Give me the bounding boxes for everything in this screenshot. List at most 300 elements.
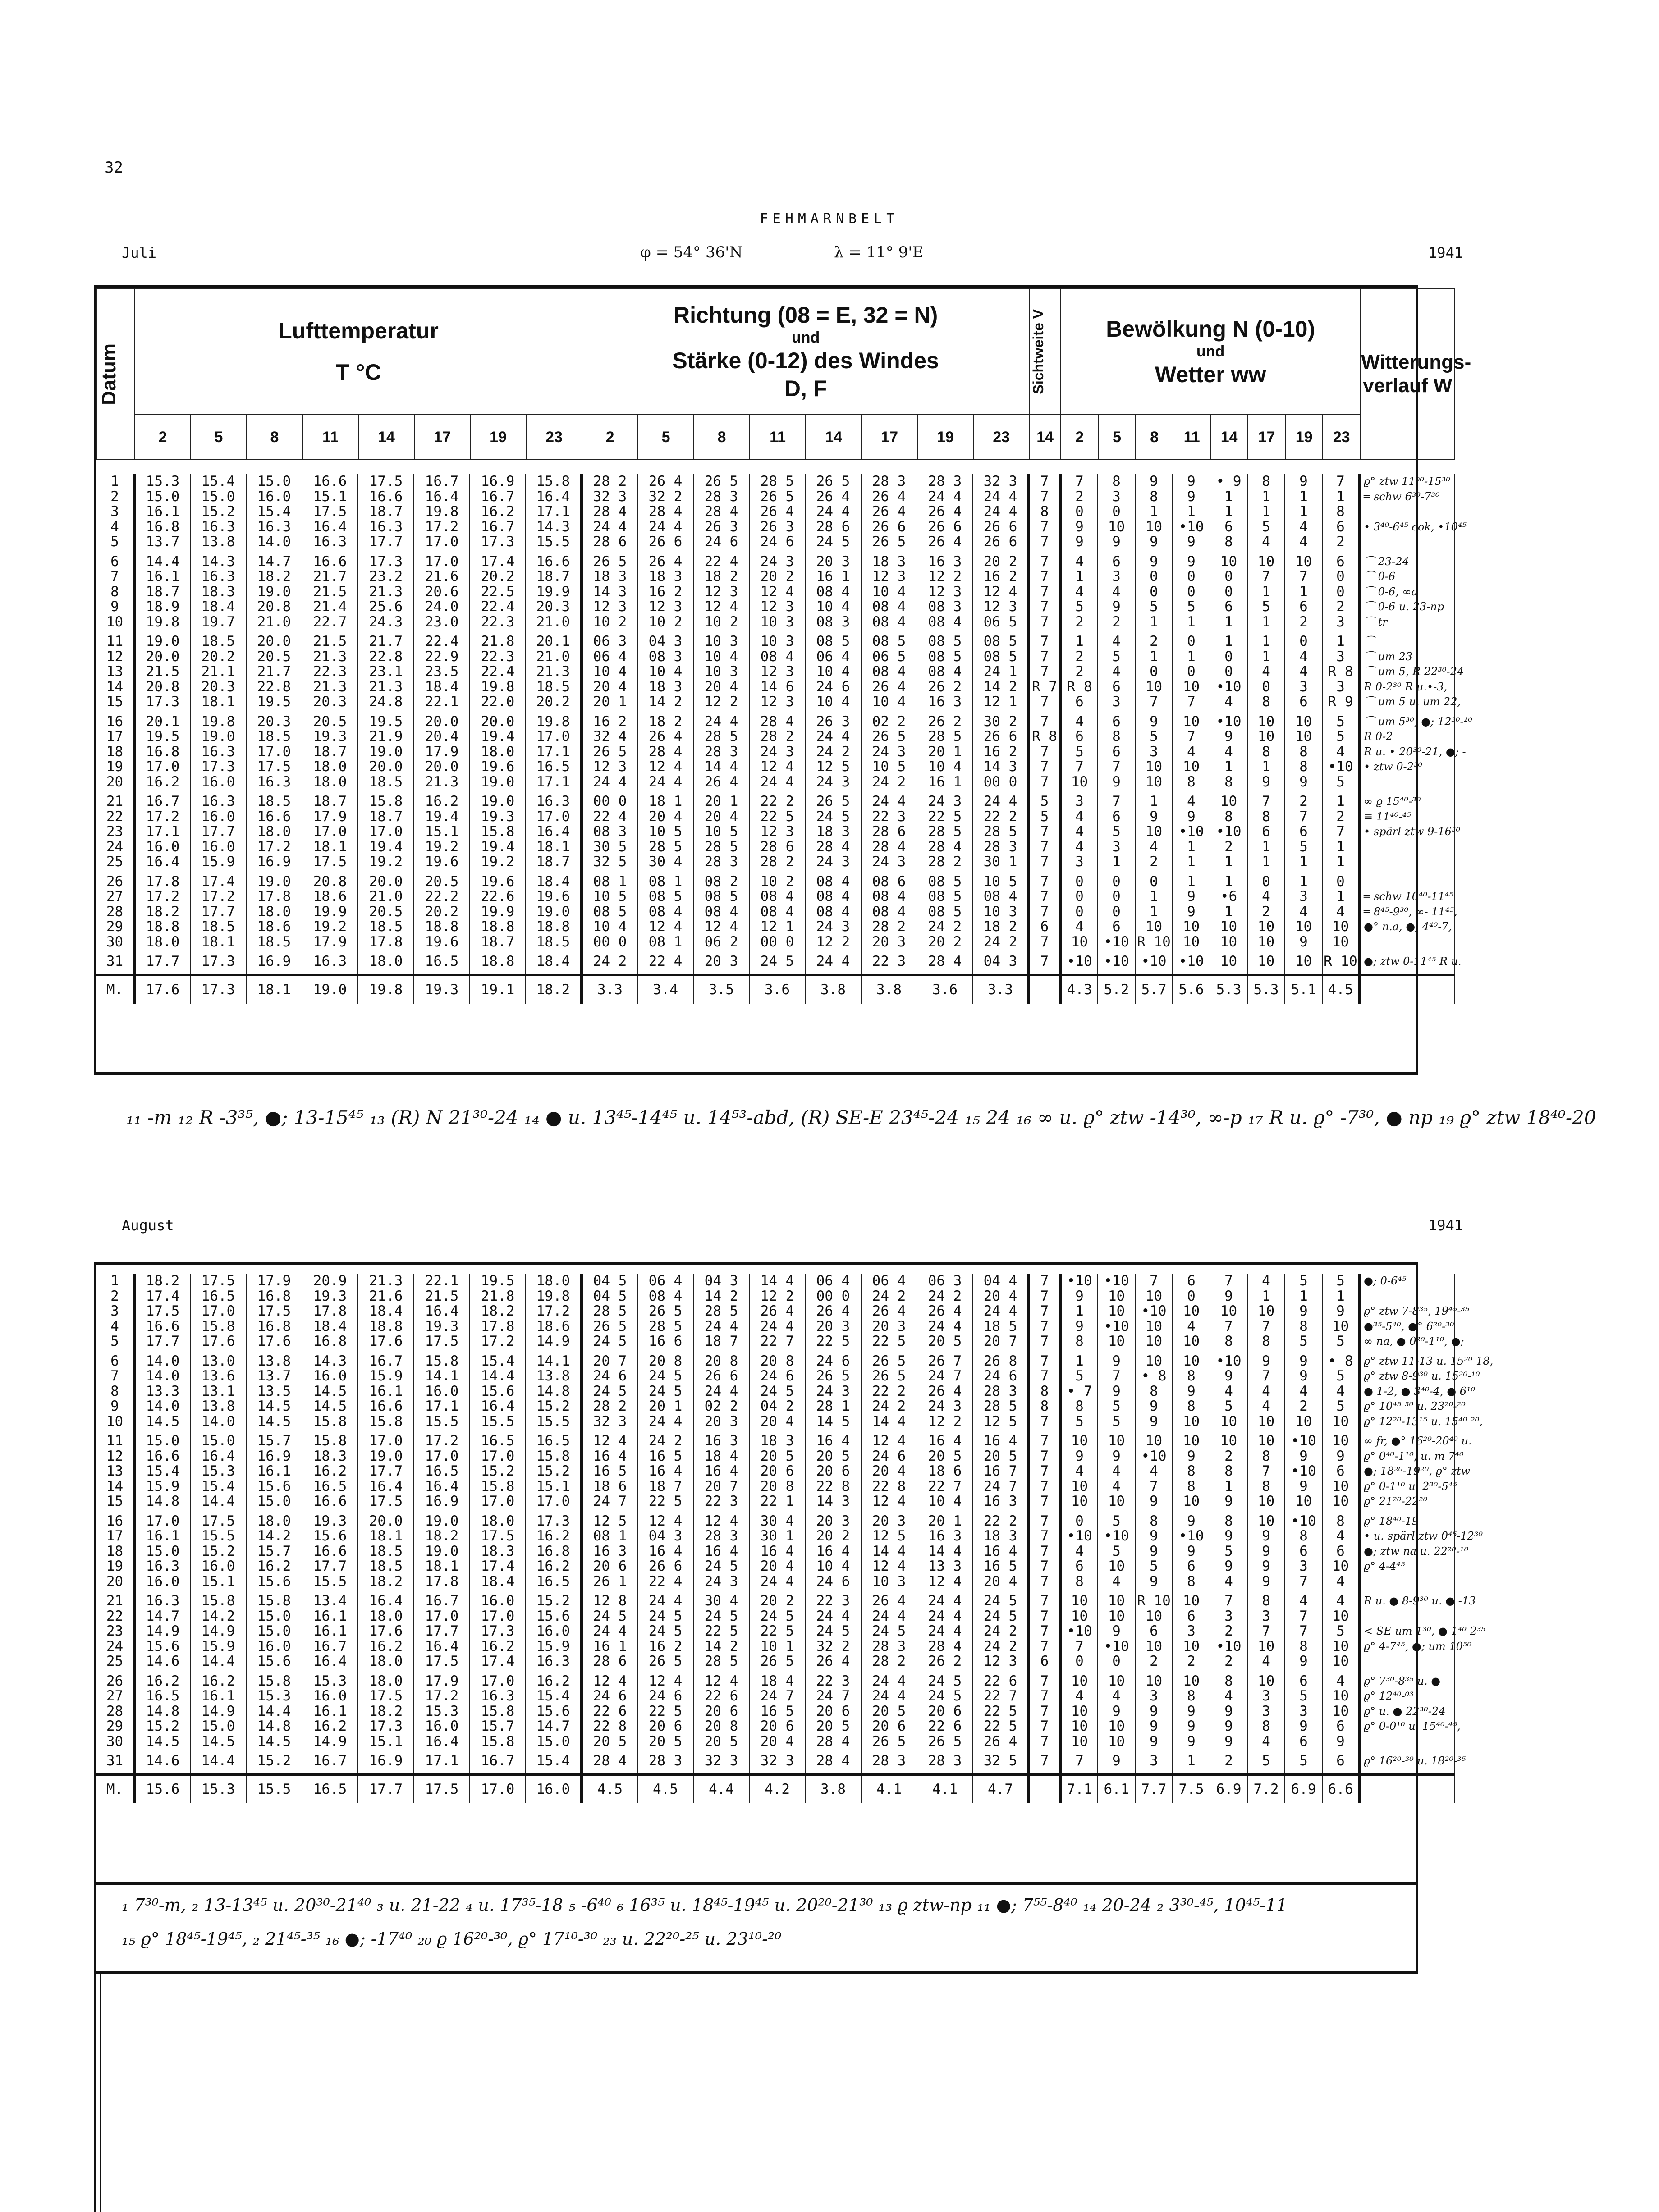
cloud-cell: •10 9 4 5 10 — [1210, 1354, 1247, 1434]
day-numbers: 1 2 3 4 5 — [96, 1274, 134, 1354]
cloud-cell: 6 0 0 2 3 — [1322, 554, 1360, 635]
day-group-row — [96, 1274, 1454, 1354]
wind-cell: 26 5 18 3 14 3 12 3 10 2 — [582, 554, 637, 635]
cloud-cell: 9 9 4 2 10 — [1285, 1354, 1322, 1434]
temperature-cell: 16.2 15.4 15.6 14.7 15.0 — [526, 1674, 582, 1754]
header-visibility: Sichtweite V — [1029, 288, 1061, 415]
wind-cell: 26 7 24 7 26 4 24 3 12 2 — [917, 1354, 973, 1434]
cloud-cell: 10 •10 4 7 9 — [1135, 1434, 1173, 1514]
temperature-cell: 22.4 22.9 23.5 18.4 22.1 — [414, 634, 470, 714]
temperature-cell: 18.8 — [470, 954, 526, 975]
mean-cloud: 4.3 — [1060, 975, 1098, 1004]
cloud-cell: 10 8 7 8 10 — [1247, 1434, 1285, 1514]
hour-cell: 5 — [191, 415, 247, 460]
wind-cell: 28 3 — [637, 1754, 693, 1774]
temperature-cell: 18.0 17.5 18.3 17.4 18.4 — [470, 1514, 526, 1594]
mean-wind: 4.1 — [917, 1774, 973, 1803]
day-group-row — [96, 1674, 1454, 1754]
wind-cell: 16 3 18 4 16 4 20 7 22 3 — [693, 1434, 749, 1514]
day-numbers: 16 17 18 19 20 — [96, 1514, 134, 1594]
temperature-cell: 21.3 21.6 18.4 18.8 17.6 — [358, 1274, 414, 1354]
cloud-cell: 6 8 6 7 9 — [1098, 714, 1135, 795]
wind-cell: 28 3 — [917, 1754, 973, 1774]
wind-cell: 22 6 22 7 22 5 22 5 26 4 — [973, 1674, 1029, 1754]
wind-cell: 10 3 10 4 10 3 20 4 12 2 — [693, 634, 749, 714]
cloud-cell: 10 4 10 10 10 — [1060, 1674, 1098, 1754]
wind-cell: 24 2 — [582, 954, 637, 975]
day-group-row — [96, 954, 1454, 975]
mean-cloud: 7.7 — [1135, 1774, 1173, 1803]
mean-wind: 4.1 — [861, 1774, 917, 1803]
july-notes: ₁₁ -m ₁₂ R -3³⁵, ●; 13-15⁴⁵ ₁₃ (R) N 21³⁰-24 ₁₄ ● u. 13⁴⁵-14⁴⁵ u. 14⁵³-abd, (R) SE-E 23⁴⁵-24 ₁₅ 24 ₁₆ ∞ u. ϱ° ztw -14³⁰, ∞-p ₁₇ R u. ϱ° -7³⁰, ● np ₁₉ ϱ° ztw 18⁴⁰-20 — [126, 1106, 1596, 1129]
temperature-cell: 16.3 16.0 17.7 16.0 15.9 — [190, 794, 246, 874]
wind-cell: 06 4 08 4 26 5 28 5 16 6 — [637, 1274, 693, 1354]
temperature-cell: 16.3 17.0 16.4 18.1 18.7 — [526, 794, 582, 874]
wind-cell: 22 3 — [861, 954, 917, 975]
temperature-cell: 17.8 17.2 18.2 18.8 18.0 — [134, 874, 190, 955]
day-numbers: 21 22 23 24 25 — [96, 1594, 134, 1674]
mean-wind: 4.5 — [637, 1774, 693, 1803]
wind-cell: 24 3 20 2 12 4 12 3 10 3 — [749, 554, 805, 635]
cloud-cell: 4 6 5 7 10 — [1060, 714, 1098, 795]
cloud-cell: 8 3 7 10 4 — [1247, 1594, 1285, 1674]
wind-cell: 26 5 26 5 22 2 24 2 14 4 — [861, 1354, 917, 1434]
temperature-cell: 14.4 — [190, 1754, 246, 1774]
cloud-cell: 6 5 3 9 6 — [1285, 1674, 1322, 1754]
cloud-cell: 7 6 5 3 1 — [1098, 794, 1135, 874]
cloud-cell: 8 4 6 10 4 — [1322, 1514, 1360, 1594]
wind-cell: 30 4 24 5 22 5 14 2 28 5 — [693, 1594, 749, 1674]
temperature-cell: 20.5 19.3 18.7 18.0 18.0 — [302, 714, 358, 795]
wind-cell: 08 1 08 5 08 4 12 4 08 1 — [637, 874, 693, 955]
mean-wind: 4.7 — [973, 1774, 1029, 1803]
wind-cell: 18 4 24 7 16 5 20 6 20 4 — [749, 1674, 805, 1754]
day-group-row — [96, 1594, 1454, 1674]
wind-cell: 04 5 04 5 28 5 26 5 24 5 — [582, 1274, 637, 1354]
cloud-cell: •10 10 10 •10 10 — [1098, 1274, 1135, 1354]
cloud-cell: 9 0 0 5 1 — [1135, 554, 1173, 635]
station-name: FEHMARNBELT — [760, 211, 899, 227]
header-weather: Witterungs-verlauf W — [1360, 288, 1455, 460]
wind-cell: 20 8 24 5 24 5 20 1 24 4 — [637, 1354, 693, 1434]
month-label-august: August — [122, 1217, 174, 1234]
hour-cell: 2 — [135, 415, 191, 460]
temperature-cell: 19.5 21.9 19.0 20.0 18.5 — [358, 714, 414, 795]
wind-cell: 28 4 28 2 24 3 12 4 24 4 — [749, 714, 805, 795]
cloud-cell: 4 10 5 10 10 — [1322, 1594, 1360, 1674]
temperature-cell: 20.0 20.5 21.7 22.8 19.5 — [246, 634, 302, 714]
wind-cell: 12 4 24 6 22 5 20 6 20 5 — [637, 1674, 693, 1754]
wind-cell: 16 4 20 5 20 6 22 8 14 3 — [805, 1434, 861, 1514]
temperature-cell: 20.0 18.1 18.5 18.5 18.2 — [358, 1514, 414, 1594]
temperature-cell: 17.9 17.2 15.3 16.0 16.4 — [414, 1674, 470, 1754]
cloud-cell: 5 1 9 8 5 — [1285, 1274, 1322, 1354]
temperature-cell: 15.2 15.6 16.0 15.9 16.3 — [526, 1594, 582, 1674]
cloud-cell: R 10 10 6 10 2 — [1135, 1594, 1173, 1674]
august-notes-2: ₁₅ ϱ° 18⁴⁵-19⁴⁵, ₂ 21⁴⁵-³⁵ ₁₆ ●; -17⁴⁰ ₂₀ ϱ 16²⁰-³⁰, ϱ° 17¹⁰-³⁰ ₂₃ u. 22²⁰-²⁵ u. 23¹⁰-²⁰ — [122, 1929, 782, 1949]
mean-label: M. — [96, 1774, 134, 1803]
temperature-cell: 16.7 17.0 17.7 16.4 17.5 — [414, 1594, 470, 1674]
mean-cloud: 4.5 — [1322, 975, 1360, 1004]
day-group-row — [96, 474, 1454, 554]
cloud-cell: 1 1 4 0 8 — [1247, 634, 1285, 714]
cloud-cell: 6 — [1322, 1754, 1360, 1774]
hour-cell: 8 — [694, 415, 750, 460]
weather-course-cell: ●; 0-6⁴⁵ ϱ° ztw 7-8³⁵, 19⁴⁵-³⁵ ●³⁵-5⁴⁰, ●° 6²⁰-³⁰ ∞ na, ● 0²⁰-1¹⁰, ●; — [1360, 1274, 1454, 1354]
cloud-cell: 10 — [1210, 954, 1247, 975]
cloud-cell: 10 2 8 1 9 — [1210, 1434, 1247, 1514]
mean-cloud: 6.1 — [1098, 1774, 1135, 1803]
visibility-cell: 7 7 7 R 7 7 — [1029, 634, 1060, 714]
cloud-cell: 10 — [1285, 954, 1322, 975]
temperature-cell: 21.8 22.3 22.4 19.8 22.0 — [470, 634, 526, 714]
temperature-cell: 17.5 16.6 18.7 16.3 17.7 — [358, 474, 414, 554]
temperature-cell: 15.8 16.4 17.1 14.3 15.5 — [526, 474, 582, 554]
temperature-cell: 17.3 16.2 16.8 16.2 16.5 — [526, 1514, 582, 1594]
temperature-cell: 19.8 17.0 17.1 16.5 17.1 — [526, 714, 582, 795]
wind-cell: 04 3 08 3 10 4 18 3 14 2 — [637, 634, 693, 714]
mean-wind: 3.4 — [637, 975, 693, 1004]
wind-cell: 14 4 12 2 26 4 24 4 22 7 — [749, 1274, 805, 1354]
temperature-cell: 16.0 17.0 17.3 16.2 17.4 — [470, 1594, 526, 1674]
day-group-row — [96, 554, 1454, 635]
hour-cell: 11 — [750, 415, 806, 460]
cloud-cell: 4 9 •10 1 1 — [1173, 794, 1210, 874]
temperature-cell: 15.0 16.6 15.4 15.9 14.8 — [134, 1434, 190, 1514]
wind-cell: 12 4 22 6 20 6 20 8 20 5 — [693, 1674, 749, 1754]
wind-cell: 26 4 18 3 16 2 12 3 10 2 — [637, 554, 693, 635]
cloud-cell: 1 2 2 R 8 6 — [1060, 634, 1098, 714]
wind-cell: 10 3 08 4 12 3 14 6 12 3 — [749, 634, 805, 714]
page-number: 32 — [105, 159, 123, 177]
temperature-cell: 15.0 16.4 15.3 15.4 14.4 — [190, 1434, 246, 1514]
cloud-cell: 8 9 5 9 4 — [1210, 1514, 1247, 1594]
header-temperature: Lufttemperatur T °C — [135, 288, 582, 415]
wind-cell: 32 3 24 4 24 4 26 6 26 6 — [973, 474, 1029, 554]
temperature-cell: 15.8 18.7 17.0 19.4 19.2 — [358, 794, 414, 874]
day-numbers: 1 2 3 4 5 — [96, 474, 134, 554]
hour-cell: 2 — [582, 415, 638, 460]
wind-cell: 06 3 24 2 26 4 24 4 20 5 — [917, 1274, 973, 1354]
cloud-cell: 5 •10 5 10 4 — [1098, 1514, 1135, 1594]
cloud-cell: 9 — [1098, 1754, 1135, 1774]
hour-cell: 17 — [862, 415, 917, 460]
mean-cloud: 5.7 — [1135, 975, 1173, 1004]
cloud-cell: 10 7 1 6 2 — [1285, 554, 1322, 635]
wind-cell: 20 8 26 6 24 4 02 2 20 3 — [693, 1354, 749, 1434]
wind-cell: 20 2 24 5 22 5 10 1 26 5 — [749, 1594, 805, 1674]
cloud-cell: 9 5 3 10 10 — [1135, 714, 1173, 795]
cloud-cell: • 9 1 1 6 8 — [1210, 474, 1247, 554]
temperature-cell: 18.7 17.9 17.0 18.1 17.5 — [302, 794, 358, 874]
weather-course-cell: ϱ° ztw 11⁰⁰-15³⁰ ═ schw 6³⁰-7³⁰ • 3⁴⁰-6⁴⁵ cok, •10⁴⁵ — [1360, 474, 1454, 554]
temperature-cell: 16.6 15.1 17.5 16.4 16.3 — [302, 474, 358, 554]
temperature-cell: 16.9 16.7 16.2 16.7 17.3 — [470, 474, 526, 554]
cloud-cell: 9 0 0 5 1 — [1173, 554, 1210, 635]
cloud-cell: 9 7 9 5 5 — [1098, 1354, 1135, 1434]
visibility-cell: 7 7 7 7 7 — [1029, 1274, 1060, 1354]
wind-cell: 20 1 20 4 10 5 28 5 28 3 — [693, 794, 749, 874]
hour-cell: 11 — [302, 415, 358, 460]
cloud-cell: 3 — [1135, 1754, 1173, 1774]
temperature-cell: 16.7 17.2 17.1 16.0 16.4 — [134, 794, 190, 874]
wind-cell: 08 5 06 5 08 4 26 4 10 4 — [861, 634, 917, 714]
day-group-row — [96, 794, 1454, 874]
mean-temperature: 17.0 — [470, 1774, 526, 1803]
cloud-cell: 10 7 4 10 8 — [1173, 714, 1210, 795]
visibility-cell: 7 7 7 7 7 — [1029, 1674, 1060, 1754]
cloud-cell: 9 8 1 10 9 — [1135, 474, 1173, 554]
visibility-cell: 7 7 7 7 7 — [1029, 1434, 1060, 1514]
cloud-cell: 0 4 4 3 6 — [1285, 634, 1322, 714]
cloud-cell: 1 — [1173, 1754, 1210, 1774]
wind-cell: 24 4 22 2 28 5 28 3 30 1 — [973, 794, 1029, 874]
cloud-cell: •10 8 6 3 7 — [1285, 1514, 1322, 1594]
cloud-cell: 10 — [1247, 954, 1285, 975]
wind-cell: 16 4 20 5 18 6 22 7 10 4 — [917, 1434, 973, 1514]
temperature-cell: 14.3 16.0 14.5 14.5 15.8 — [302, 1354, 358, 1434]
cloud-cell: 8 1 1 5 4 — [1247, 474, 1285, 554]
temperature-cell: 21.7 22.8 23.1 21.3 24.8 — [358, 634, 414, 714]
cloud-cell: 7 2 0 9 9 — [1060, 474, 1098, 554]
cloud-cell: 10 10 8 1 9 — [1247, 714, 1285, 795]
cloud-cell: 8 9 9 5 9 — [1135, 1514, 1173, 1594]
cloud-cell: 10 9 9 9 9 — [1247, 1514, 1285, 1594]
mean-visibility-empty — [1029, 975, 1060, 1004]
mean-cloud: 5.6 — [1173, 975, 1210, 1004]
temperature-cell: 16.5 17.0 15.2 15.8 17.0 — [470, 1434, 526, 1514]
cloud-cell: 0 0 0 6 •10 — [1098, 874, 1135, 955]
wind-cell: 22 4 18 2 12 3 12 4 10 2 — [693, 554, 749, 635]
temperature-cell: 17.4 17.2 17.7 18.5 18.1 — [190, 874, 246, 955]
cloud-cell: •10 — [1098, 954, 1135, 975]
temperature-cell: 15.4 15.0 15.2 16.3 13.8 — [190, 474, 246, 554]
hour-cell: 14 — [806, 415, 862, 460]
temperature-cell: 20.0 19.4 18.0 19.6 19.0 — [470, 714, 526, 795]
mean-label: M. — [96, 975, 134, 1004]
temperature-cell: 20.1 19.5 16.8 17.0 16.2 — [134, 714, 190, 795]
temperature-cell: 15.8 14.1 16.0 17.1 15.5 — [414, 1354, 470, 1434]
july-data-table — [96, 473, 1473, 1004]
august-data-table — [96, 1273, 1494, 1803]
visibility-cell: 7 — [1029, 1754, 1060, 1774]
weather-course-cell: ⌒ 23-24 ⌒ 0-6 ⌒ 0-6, ∞a ⌒ 0-6 u. 23-np ⌒ tr — [1360, 554, 1454, 635]
mean-temperature: 16.5 — [302, 1774, 358, 1803]
mean-cloud: 5.3 — [1247, 975, 1285, 1004]
wind-cell: 24 5 24 5 24 2 24 2 12 3 — [973, 1594, 1029, 1674]
mean-wind: 3.8 — [805, 975, 861, 1004]
day-group-row — [96, 1514, 1454, 1594]
wind-cell: 22 2 18 3 16 4 16 5 20 4 — [973, 1514, 1029, 1594]
longitude: λ = 11° 9'E — [834, 243, 924, 261]
cloud-cell: 10 3 3 8 4 — [1247, 1674, 1285, 1754]
mean-weather-empty — [1360, 975, 1454, 1004]
cloud-cell: 7 1 8 6 2 — [1322, 474, 1360, 554]
wind-cell: 08 2 08 5 08 4 12 4 06 2 — [693, 874, 749, 955]
cloud-cell: 2 — [1210, 1754, 1247, 1774]
cloud-cell: 10 9 8 8 10 — [1173, 1434, 1210, 1514]
temperature-cell: 17.0 16.3 15.8 15.7 15.8 — [470, 1674, 526, 1754]
cloud-cell: 7 8 6 1 1 — [1247, 794, 1285, 874]
wind-cell: 22 3 24 4 24 5 32 2 26 4 — [805, 1594, 861, 1674]
mean-temperature: 19.8 — [358, 975, 414, 1004]
cloud-cell: •10 9 1 9 8 — [1060, 1274, 1098, 1354]
mean-row — [96, 975, 1454, 1004]
cloud-cell: 0 1 0 10 7 — [1173, 634, 1210, 714]
wind-cell: 16 3 12 2 12 3 08 3 08 4 — [917, 554, 973, 635]
wind-cell: 12 4 16 4 16 5 18 6 24 7 — [582, 1434, 637, 1514]
temperature-cell: 16.5 15.8 15.2 15.1 17.0 — [526, 1434, 582, 1514]
temperature-cell: 18.2 17.4 17.5 16.6 17.7 — [134, 1274, 190, 1354]
cloud-cell: 4 1 10 7 8 — [1247, 1274, 1285, 1354]
wind-cell: 26 5 24 5 18 3 28 4 24 3 — [805, 794, 861, 874]
temperature-cell: 16.2 16.1 14.9 15.0 14.5 — [190, 1674, 246, 1754]
mean-visibility-empty — [1029, 1774, 1060, 1803]
visibility-cell: 7 7 7 7 7 — [1029, 1514, 1060, 1594]
cloud-cell: • 8 5 4 5 10 — [1322, 1354, 1360, 1434]
temperature-cell: 16.3 — [302, 954, 358, 975]
cloud-cell: 10 7 1 5 1 — [1247, 554, 1285, 635]
cloud-cell: R 10 — [1322, 954, 1360, 975]
wind-cell: 24 2 16 5 16 4 18 7 22 5 — [637, 1434, 693, 1514]
hour-cell: 14 — [1210, 415, 1248, 460]
mean-cloud: 5.3 — [1210, 975, 1247, 1004]
temperature-cell: 17.5 16.5 17.0 15.8 17.6 — [190, 1274, 246, 1354]
cloud-cell: 4 5 4 6 3 — [1098, 634, 1135, 714]
wind-cell: 06 4 24 2 26 4 20 3 22 5 — [861, 1274, 917, 1354]
cloud-cell: 10 9 6 10 10 — [1322, 1434, 1360, 1514]
wind-cell: 04 3 — [973, 954, 1029, 975]
temperature-cell: 18.0 — [358, 954, 414, 975]
wind-cell: 20 1 16 3 14 4 13 3 12 4 — [917, 1514, 973, 1594]
wind-cell: 24 6 26 5 24 3 28 1 14 5 — [805, 1354, 861, 1434]
cloud-cell: •10 — [1173, 954, 1210, 975]
wind-cell: 26 4 32 2 28 4 24 4 26 6 — [637, 474, 693, 554]
temperature-cell: 15.8 14.2 14.9 15.9 14.4 — [190, 1594, 246, 1674]
day-numbers: 31 — [96, 954, 134, 975]
wind-cell: 06 4 00 0 26 4 20 3 22 5 — [805, 1274, 861, 1354]
temperature-cell: 20.0 20.4 17.9 20.0 21.3 — [414, 714, 470, 795]
temperature-cell: 20.3 18.5 17.0 17.5 16.3 — [246, 714, 302, 795]
temperature-cell: 13.0 13.6 13.1 13.8 14.0 — [190, 1354, 246, 1434]
wind-cell: 26 3 24 4 24 2 12 5 24 3 — [805, 714, 861, 795]
july-header — [96, 288, 1471, 460]
wind-cell: 26 8 24 6 28 3 28 5 12 5 — [973, 1354, 1029, 1434]
wind-cell: 20 2 16 2 12 4 12 3 06 5 — [973, 554, 1029, 635]
wind-cell: 26 2 28 5 20 1 10 4 16 1 — [917, 714, 973, 795]
temperature-cell: 19.5 21.8 18.2 17.8 17.2 — [470, 1274, 526, 1354]
cloud-cell: 4 7 7 8 9 — [1285, 1594, 1322, 1674]
cloud-cell: 1 0 0 •10 4 — [1210, 634, 1247, 714]
wind-cell: 12 5 08 1 16 3 20 6 26 1 — [582, 1514, 637, 1594]
temperature-cell: 20.1 21.0 21.3 18.5 20.2 — [526, 634, 582, 714]
wind-cell: 18 3 20 5 20 6 20 8 22 1 — [749, 1434, 805, 1514]
wind-cell: 08 5 08 5 08 4 26 2 16 3 — [917, 634, 973, 714]
cloud-cell: 10 10 8 8 9 — [1285, 714, 1322, 795]
mean-temperature: 19.3 — [414, 975, 470, 1004]
temperature-cell: 17.0 21.6 20.6 24.0 23.0 — [414, 554, 470, 635]
wind-cell: 08 5 06 4 10 4 24 6 10 4 — [805, 634, 861, 714]
mean-cloud: 5.2 — [1098, 975, 1135, 1004]
wind-cell: 24 5 — [749, 954, 805, 975]
cloud-cell: 1 3 R 8 3 R 9 — [1322, 634, 1360, 714]
wind-cell: 08 6 08 4 08 4 28 2 20 3 — [861, 874, 917, 955]
cloud-cell: 10 • 8 8 9 9 — [1135, 1354, 1173, 1434]
visibility-cell: 5 5 7 7 7 — [1029, 794, 1060, 874]
mean-cloud: 7.5 — [1173, 1774, 1210, 1803]
wind-cell: 28 4 — [917, 954, 973, 975]
temperature-cell: 17.7 — [134, 954, 190, 975]
cloud-cell: 1 2 7 1 1 — [1322, 794, 1360, 874]
wind-cell: 08 5 08 5 08 5 24 2 20 2 — [917, 874, 973, 955]
temperature-cell: 17.0 16.1 15.0 16.3 16.0 — [134, 1514, 190, 1594]
temperature-cell: 16.3 14.7 14.9 15.6 14.6 — [134, 1594, 190, 1674]
wind-cell: 20 3 20 2 16 4 10 4 24 6 — [805, 1514, 861, 1594]
header-cloud: Bewölkung N (0-10) und Wetter ww — [1061, 288, 1360, 415]
wind-cell: 16 4 20 5 16 7 24 7 16 3 — [973, 1434, 1029, 1514]
wind-cell: 26 5 28 3 28 4 26 3 24 6 — [693, 474, 749, 554]
wind-cell: 26 4 24 4 24 5 28 3 28 2 — [861, 1594, 917, 1674]
wind-cell: 30 2 26 6 16 2 14 3 00 0 — [973, 714, 1029, 795]
temperature-cell: 15.0 16.0 15.4 16.3 14.0 — [246, 474, 302, 554]
temperature-cell: 19.6 22.6 19.9 18.8 18.7 — [470, 874, 526, 955]
cloud-cell: 0 •10 4 6 8 — [1060, 1514, 1098, 1594]
hour-cell: 19 — [917, 415, 973, 460]
temperature-cell: 18.0 14.2 15.7 16.2 15.6 — [246, 1514, 302, 1594]
lower-left-rule — [94, 1971, 96, 2212]
cloud-cell: 0 0 0 4 10 — [1060, 874, 1098, 955]
temperature-cell: 19.0 20.0 21.5 20.8 17.3 — [134, 634, 190, 714]
weather-course-cell: ϱ° 18⁴⁰-19 • u. spärl ztw 0⁴⁵-12³⁰ ●; ztw na u. 22²⁰-¹⁰ ϱ° 4-4⁴⁵ — [1360, 1514, 1454, 1594]
cloud-cell: 10 0 0 6 1 — [1210, 554, 1247, 635]
temperature-cell: 19.8 19.0 16.3 17.3 16.0 — [190, 714, 246, 795]
wind-cell: 24 3 22 5 28 5 28 4 28 2 — [917, 794, 973, 874]
day-group-row — [96, 714, 1454, 795]
wind-cell: 28 3 26 4 26 4 26 6 26 5 — [861, 474, 917, 554]
mean-temperature: 15.3 — [190, 1774, 246, 1803]
lower-left-rule-inner — [100, 1971, 101, 2212]
temperature-cell: 16.7 — [302, 1754, 358, 1774]
cloud-cell: 9 7 4 4 10 — [1247, 1354, 1285, 1434]
cloud-cell: 8 4 9 9 9 — [1210, 1674, 1247, 1754]
mean-wind: 3.3 — [582, 975, 637, 1004]
mean-wind: 3.6 — [749, 975, 805, 1004]
wind-cell: 08 5 08 5 24 1 14 2 12 1 — [973, 634, 1029, 714]
wind-cell: 04 3 14 2 28 5 24 4 18 7 — [693, 1274, 749, 1354]
wind-cell: 24 5 24 5 20 6 22 6 26 5 — [917, 1674, 973, 1754]
temperature-cell: 13.8 13.7 13.5 14.5 14.5 — [246, 1354, 302, 1434]
wind-cell: 12 4 04 3 16 4 26 6 22 4 — [637, 1514, 693, 1594]
cloud-cell: 10 4 9 10 10 — [1098, 1674, 1135, 1754]
august-notes-1: ₁ 7³⁰-m, ₂ 13-13⁴⁵ u. 20³⁰-21⁴⁰ ₃ u. 21-22 ₄ u. 17³⁵-18 ₅ -6⁴⁰ ₆ 16³⁵ u. 18⁴⁵-19⁴⁵ u. 20²⁰-21³⁰ ₁₃ ϱ ztw-np ₁₁ ●; 7⁵⁵-8⁴⁰ ₁₄ 20-24 ₂ 3³⁰-⁴⁵, 10⁴⁵-11 — [122, 1895, 1288, 1915]
temperature-cell: 17.0 19.0 17.7 16.4 17.5 — [358, 1434, 414, 1514]
mean-cloud: 5.1 — [1285, 975, 1322, 1004]
cloud-cell: 2 7 6 5 1 — [1285, 794, 1322, 874]
wind-cell: 28 5 26 5 26 4 26 3 24 6 — [749, 474, 805, 554]
cloud-cell: 1 9 9 10 10 — [1173, 874, 1210, 955]
wind-cell: 20 8 24 6 24 5 04 2 20 4 — [749, 1354, 805, 1434]
wind-cell: 26 5 26 4 24 4 28 6 24 5 — [805, 474, 861, 554]
cloud-cell: 5 1 9 10 5 — [1322, 1274, 1360, 1354]
visibility-cell: 7 — [1029, 954, 1060, 975]
day-numbers: 26 27 28 29 30 — [96, 1674, 134, 1754]
wind-cell: 28 2 32 3 28 4 24 4 28 6 — [582, 474, 637, 554]
cloud-cell: 1 5 • 7 8 5 — [1060, 1354, 1098, 1434]
wind-cell: 12 4 24 6 20 4 22 8 12 4 — [861, 1434, 917, 1514]
day-numbers: 16 17 18 19 20 — [96, 714, 134, 795]
cloud-cell: 5 — [1285, 1754, 1322, 1774]
weather-course-cell: ϱ° 16²⁰-³⁰ u. 18²⁰-³⁵ — [1360, 1754, 1454, 1774]
